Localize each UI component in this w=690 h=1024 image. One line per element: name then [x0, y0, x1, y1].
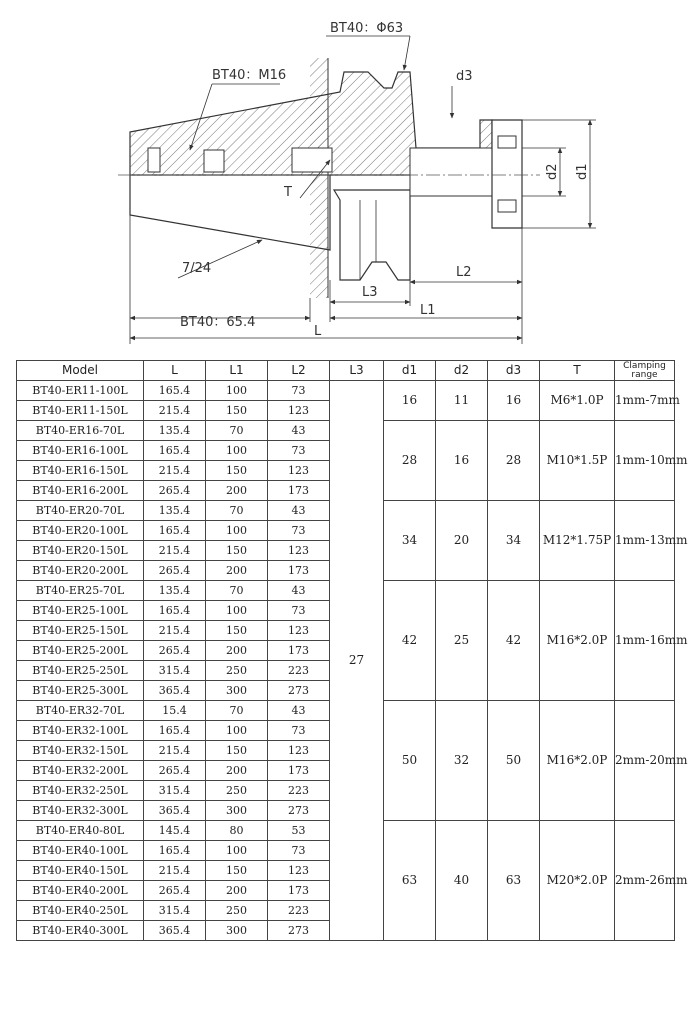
cell-L: 215.4 — [144, 741, 206, 761]
cell-d2: 20 — [436, 501, 488, 581]
cell-d3: 50 — [488, 701, 540, 821]
cell-L1: 100 — [206, 841, 268, 861]
cell-L2: 173 — [268, 761, 330, 781]
cell-L1: 70 — [206, 421, 268, 441]
cell-L1: 150 — [206, 861, 268, 881]
d1-label: d1 — [575, 163, 590, 180]
spindle-wall — [310, 58, 328, 298]
cell-L2: 223 — [268, 901, 330, 921]
cell-L1: 150 — [206, 461, 268, 481]
spec-table — [16, 360, 688, 941]
cell-L1: 250 — [206, 661, 268, 681]
cell-model: BT40-ER16-100L — [17, 441, 144, 461]
cell-d3: 42 — [488, 581, 540, 701]
cell-L1: 100 — [206, 381, 268, 401]
cell-L1: 200 — [206, 761, 268, 781]
cell-model: BT40-ER20-100L — [17, 521, 144, 541]
cell-L1: 70 — [206, 581, 268, 601]
cell-L2: 273 — [268, 801, 330, 821]
cell-L1: 100 — [206, 441, 268, 461]
cell-L1: 200 — [206, 641, 268, 661]
col-T: T — [540, 361, 615, 381]
cell-L: 365.4 — [144, 921, 206, 941]
cell-model: BT40-ER11-150L — [17, 401, 144, 421]
col-clamping-range: Clamping range — [615, 361, 675, 381]
col-model: Model — [17, 361, 144, 381]
cell-model: BT40-ER20-150L — [17, 541, 144, 561]
d2-label: d2 — [545, 163, 560, 180]
cell-L2: 223 — [268, 781, 330, 801]
dimension-labels — [180, 21, 590, 339]
L1-label: L1 — [420, 303, 436, 318]
cell-L2: 123 — [268, 541, 330, 561]
cell-L1: 150 — [206, 621, 268, 641]
cell-d1: 42 — [384, 581, 436, 701]
cell-L: 135.4 — [144, 581, 206, 601]
holder-section — [118, 72, 540, 280]
cell-L1: 200 — [206, 561, 268, 581]
cell-L: 215.4 — [144, 461, 206, 481]
cell-d2: 11 — [436, 381, 488, 421]
cell-model: BT40-ER16-200L — [17, 481, 144, 501]
cell-d1: 63 — [384, 821, 436, 941]
header-row — [17, 361, 675, 381]
cell-L: 165.4 — [144, 841, 206, 861]
cell-thread: M10*1.5P — [540, 421, 615, 501]
d3-label: d3 — [456, 69, 473, 84]
col-d1: d1 — [384, 361, 436, 381]
cell-d1: 50 — [384, 701, 436, 821]
cell-d2: 40 — [436, 821, 488, 941]
cell-model: BT40-ER16-150L — [17, 461, 144, 481]
cell-L: 365.4 — [144, 801, 206, 821]
col-L: L — [144, 361, 206, 381]
cell-model: BT40-ER32-150L — [17, 741, 144, 761]
cell-L3: 27 — [330, 381, 384, 941]
T-label: T — [284, 185, 292, 200]
cell-L2: 73 — [268, 521, 330, 541]
cell-L1: 250 — [206, 781, 268, 801]
cell-model: BT40-ER32-100L — [17, 721, 144, 741]
col-d2: d2 — [436, 361, 488, 381]
L-label: L — [314, 324, 322, 339]
taper-label: 7/24 — [182, 261, 212, 276]
cell-model: BT40-ER40-200L — [17, 881, 144, 901]
cell-L: 265.4 — [144, 881, 206, 901]
cell-d1: 34 — [384, 501, 436, 581]
cell-L: 215.4 — [144, 621, 206, 641]
L3-label: L3 — [362, 285, 378, 300]
col-L2: L2 — [268, 361, 330, 381]
cell-L1: 300 — [206, 921, 268, 941]
cell-L1: 80 — [206, 821, 268, 841]
cell-L2: 273 — [268, 921, 330, 941]
cell-d3: 16 — [488, 381, 540, 421]
cell-L2: 123 — [268, 461, 330, 481]
cell-model: BT40-ER40-300L — [17, 921, 144, 941]
cell-d1: 28 — [384, 421, 436, 501]
cell-L1: 100 — [206, 521, 268, 541]
cell-L: 165.4 — [144, 601, 206, 621]
cell-L: 145.4 — [144, 821, 206, 841]
cell-model: BT40-ER20-70L — [17, 501, 144, 521]
col-d3: d3 — [488, 361, 540, 381]
col-L1: L1 — [206, 361, 268, 381]
cell-L: 365.4 — [144, 681, 206, 701]
cell-L: 135.4 — [144, 501, 206, 521]
cell-L2: 123 — [268, 741, 330, 761]
cell-L2: 73 — [268, 601, 330, 621]
cell-L: 315.4 — [144, 661, 206, 681]
cell-model: BT40-ER25-100L — [17, 601, 144, 621]
cell-L: 15.4 — [144, 701, 206, 721]
cell-L2: 73 — [268, 721, 330, 741]
cell-thread: M16*2.0P — [540, 701, 615, 821]
cell-d2: 25 — [436, 581, 488, 701]
cell-L1: 150 — [206, 541, 268, 561]
cell-L2: 43 — [268, 501, 330, 521]
cell-d3: 34 — [488, 501, 540, 581]
cell-thread: M6*1.0P — [540, 381, 615, 421]
cell-L: 215.4 — [144, 541, 206, 561]
cell-thread: M16*2.0P — [540, 581, 615, 701]
cell-model: BT40-ER32-300L — [17, 801, 144, 821]
cell-L2: 73 — [268, 441, 330, 461]
cell-model: BT40-ER40-150L — [17, 861, 144, 881]
cell-d3: 63 — [488, 821, 540, 941]
cell-L1: 200 — [206, 881, 268, 901]
cell-clamping-range: 2mm-20mm — [615, 701, 675, 821]
cell-model: BT40-ER40-80L — [17, 821, 144, 841]
cell-d2: 16 — [436, 421, 488, 501]
cell-L2: 53 — [268, 821, 330, 841]
cell-L: 215.4 — [144, 401, 206, 421]
cell-model: BT40-ER32-70L — [17, 701, 144, 721]
cell-L2: 223 — [268, 661, 330, 681]
cell-L: 265.4 — [144, 761, 206, 781]
cell-clamping-range: 1mm-7mm — [615, 381, 675, 421]
cell-model: BT40-ER40-250L — [17, 901, 144, 921]
cell-L2: 73 — [268, 841, 330, 861]
cell-thread: M20*2.0P — [540, 821, 615, 941]
cell-L2: 123 — [268, 861, 330, 881]
cell-L2: 73 — [268, 381, 330, 401]
cell-L: 135.4 — [144, 421, 206, 441]
cell-d2: 32 — [436, 701, 488, 821]
cell-L2: 173 — [268, 481, 330, 501]
cell-L: 215.4 — [144, 861, 206, 881]
cell-L2: 43 — [268, 581, 330, 601]
cell-model: BT40-ER25-150L — [17, 621, 144, 641]
cell-L2: 173 — [268, 561, 330, 581]
cell-L2: 43 — [268, 421, 330, 441]
cell-thread: M12*1.75P — [540, 501, 615, 581]
cell-L1: 70 — [206, 701, 268, 721]
cell-model: BT40-ER40-100L — [17, 841, 144, 861]
cell-L1: 100 — [206, 601, 268, 621]
cell-clamping-range: 1mm-13mm — [615, 501, 675, 581]
cell-L2: 173 — [268, 641, 330, 661]
cell-model: BT40-ER20-200L — [17, 561, 144, 581]
cell-L: 265.4 — [144, 561, 206, 581]
cell-L1: 300 — [206, 801, 268, 821]
cell-L: 265.4 — [144, 641, 206, 661]
cell-d1: 16 — [384, 381, 436, 421]
cell-L: 265.4 — [144, 481, 206, 501]
cell-L2: 123 — [268, 621, 330, 641]
cell-model: BT40-ER16-70L — [17, 421, 144, 441]
cell-model: BT40-ER32-250L — [17, 781, 144, 801]
cell-L1: 300 — [206, 681, 268, 701]
tool-holder-drawing — [0, 0, 690, 355]
cell-clamping-range: 2mm-26mm — [615, 821, 675, 941]
cell-L2: 123 — [268, 401, 330, 421]
cell-L: 315.4 — [144, 781, 206, 801]
cell-L: 165.4 — [144, 441, 206, 461]
cell-L: 315.4 — [144, 901, 206, 921]
cell-L: 165.4 — [144, 521, 206, 541]
gauge-label: BT40：65.4 — [180, 315, 256, 330]
cell-L: 165.4 — [144, 381, 206, 401]
cell-model: BT40-ER25-70L — [17, 581, 144, 601]
cell-L1: 200 — [206, 481, 268, 501]
cell-L2: 273 — [268, 681, 330, 701]
L2-label: L2 — [456, 265, 472, 280]
cell-model: BT40-ER25-300L — [17, 681, 144, 701]
col-L3: L3 — [330, 361, 384, 381]
cell-model: BT40-ER11-100L — [17, 381, 144, 401]
cell-clamping-range: 1mm-16mm — [615, 581, 675, 701]
table-row — [17, 381, 675, 401]
cell-model: BT40-ER32-200L — [17, 761, 144, 781]
cell-model: BT40-ER25-250L — [17, 661, 144, 681]
cell-L1: 250 — [206, 901, 268, 921]
cell-clamping-range: 1mm-10mm — [615, 421, 675, 501]
cell-L2: 173 — [268, 881, 330, 901]
cell-L: 165.4 — [144, 721, 206, 741]
cell-L1: 150 — [206, 741, 268, 761]
thread-label: BT40：M16 — [212, 68, 287, 83]
cell-d3: 28 — [488, 421, 540, 501]
spec-table-body — [17, 381, 688, 941]
cell-model: BT40-ER25-200L — [17, 641, 144, 661]
cell-L1: 70 — [206, 501, 268, 521]
cell-L1: 150 — [206, 401, 268, 421]
cell-L2: 43 — [268, 701, 330, 721]
cell-L1: 100 — [206, 721, 268, 741]
flange-label: BT40：Φ63 — [330, 21, 404, 36]
